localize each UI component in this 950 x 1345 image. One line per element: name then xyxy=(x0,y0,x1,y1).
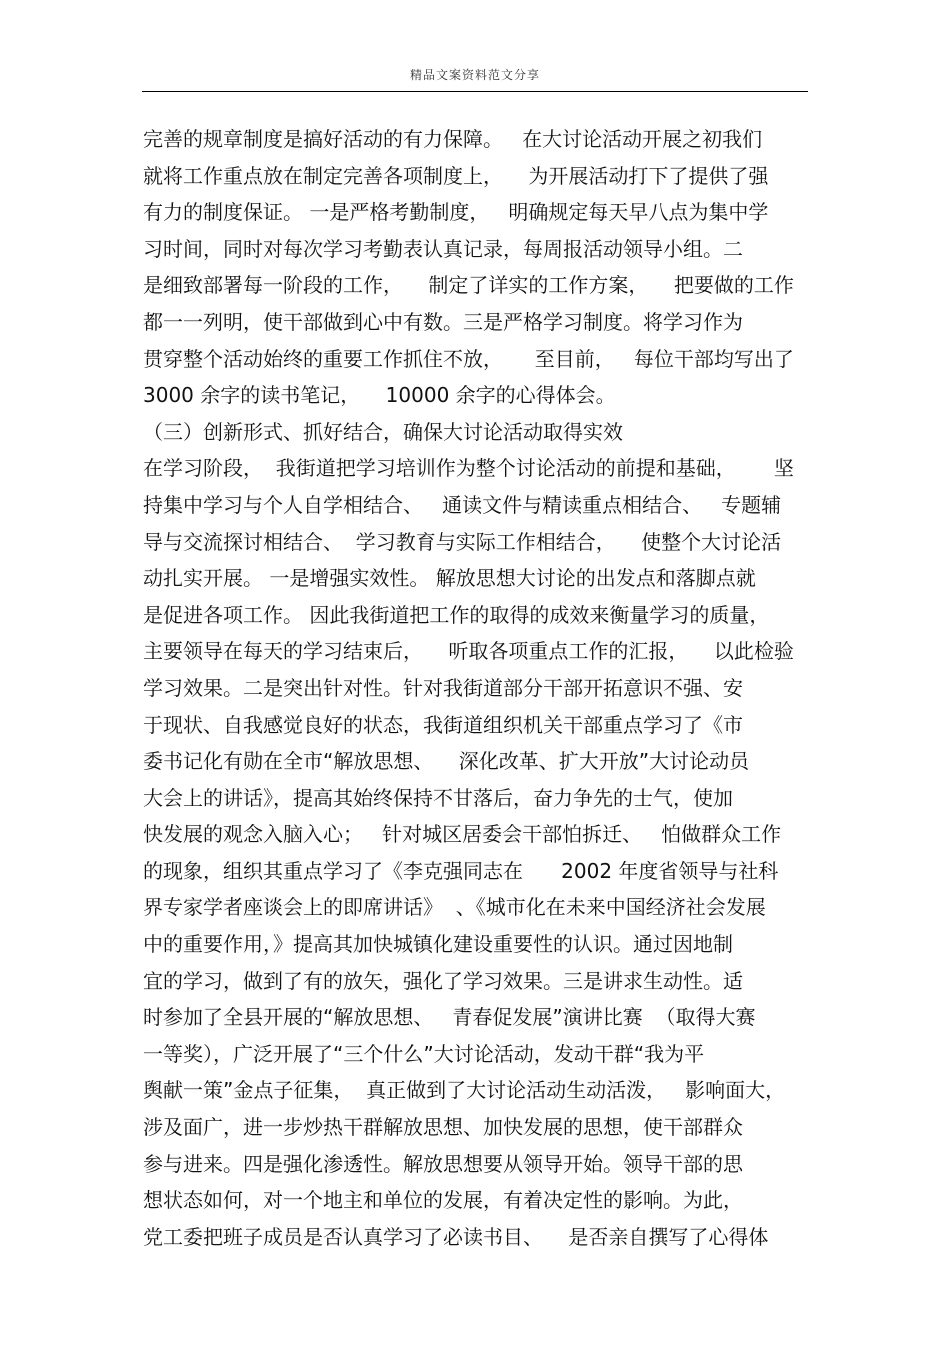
text-line: 完善的规章制度是搞好活动的有力保障。 在大讨论活动开展之初我们 xyxy=(143,127,763,151)
text-line: 舆献一策”金点子征集， 真正做到了大讨论活动生动活泼， 影响面大， xyxy=(143,1078,786,1103)
text-line: 是细致部署每一阶段的工作， 制定了详实的工作方案， 把要做的工作 xyxy=(143,273,794,298)
text-line: 就将工作重点放在制定完善各项制度上， 为开展活动打下了提供了强 xyxy=(143,163,769,188)
header-divider xyxy=(142,91,808,92)
text-line: 一等奖），广泛开展了“三个什么”大讨论活动，发动干群“我为平 xyxy=(143,1041,705,1066)
text-line: 主要领导在每天的学习结束后， 听取各项重点工作的汇报， 以此检验 xyxy=(143,639,794,664)
text-line: 涉及面广，进一步炒热干群解放思想、加快发展的思想，使干部群众 xyxy=(143,1115,743,1140)
text-line: 想状态如何，对一个地主和单位的发展，有着决定性的影响。为此， xyxy=(143,1188,743,1213)
text-line: 大会上的讲话》，提高其始终保持不甘落后，奋力争先的士气，使加 xyxy=(143,785,733,810)
text-line: 在学习阶段， 我街道把学习培训作为整个讨论活动的前提和基础， 坚 xyxy=(143,456,794,481)
text-line: 于现状、自我感觉良好的状态，我街道组织机关干部重点学习了《市 xyxy=(143,712,743,737)
text-line: 界专家学者座谈会上的即席讲话》 、《城市化在未来中国经济社会发展 xyxy=(143,895,766,920)
text-line: 3000 余字的读书笔记， 10000 余字的心得体会。 xyxy=(143,383,616,408)
page-header: 精品文案资料范文分享 xyxy=(409,68,540,82)
text-line: 习时间，同时对每次学习考勤表认真记录，每周报活动领导小组。二 xyxy=(143,236,743,261)
text-line: 宜的学习，做到了有的放矢，强化了学习效果。三是讲求生动性。适 xyxy=(143,968,743,993)
text-line: 贯穿整个活动始终的重要工作抓住不放， 至目前， 每位干部均写出了 xyxy=(143,346,794,371)
text-line: 学习效果。二是突出针对性。针对我街道部分干部开拓意识不强、安 xyxy=(143,675,743,700)
text-line: 委书记化有勋在全市“解放思想、 深化改革、扩大开放”大讨论动员 xyxy=(143,749,750,774)
text-line: 中的重要作用，》提高其加快城镇化建设重要性的认识。通过因地制 xyxy=(143,932,733,957)
text-line: 有力的制度保证。 一是严格考勤制度， 明确规定每天早八点为集中学 xyxy=(143,200,769,225)
text-line: 是促进各项工作。 因此我街道把工作的取得的成效来衡量学习的质量， xyxy=(143,602,770,627)
text-line: 时参加了全县开展的“解放思想、 青春促发展”演讲比赛 （取得大赛 xyxy=(143,1005,756,1030)
text-line: 都一一列明，使干部做到心中有数。三是严格学习制度。将学习作为 xyxy=(143,309,743,334)
text-line: 的现象，组织其重点学习了《李克强同志在 2002 年度省领导与社科 xyxy=(143,858,779,883)
body-text xyxy=(143,121,823,1255)
text-line: 导与交流探讨相结合、 学习教育与实际工作相结合， 使整个大讨论活 xyxy=(143,529,782,554)
text-line: 党工委把班子成员是否认真学习了必读书目、 是否亲自撰写了心得体 xyxy=(143,1224,769,1249)
text-line: （三）创新形式、抓好结合，确保大讨论活动取得实效 xyxy=(143,419,623,444)
text-line: 参与进来。四是强化渗透性。解放思想要从领导开始。领导干部的思 xyxy=(143,1151,743,1176)
text-line: 持集中学习与个人自学相结合、 通读文件与精读重点相结合、 专题辅 xyxy=(143,492,782,517)
text-line: 动扎实开展。 一是增强实效性。 解放思想大讨论的出发点和落脚点就 xyxy=(143,566,756,591)
text-line: 快发展的观念入脑入心； 针对城区居委会干部怕拆迁、 怕做群众工作 xyxy=(143,822,782,847)
